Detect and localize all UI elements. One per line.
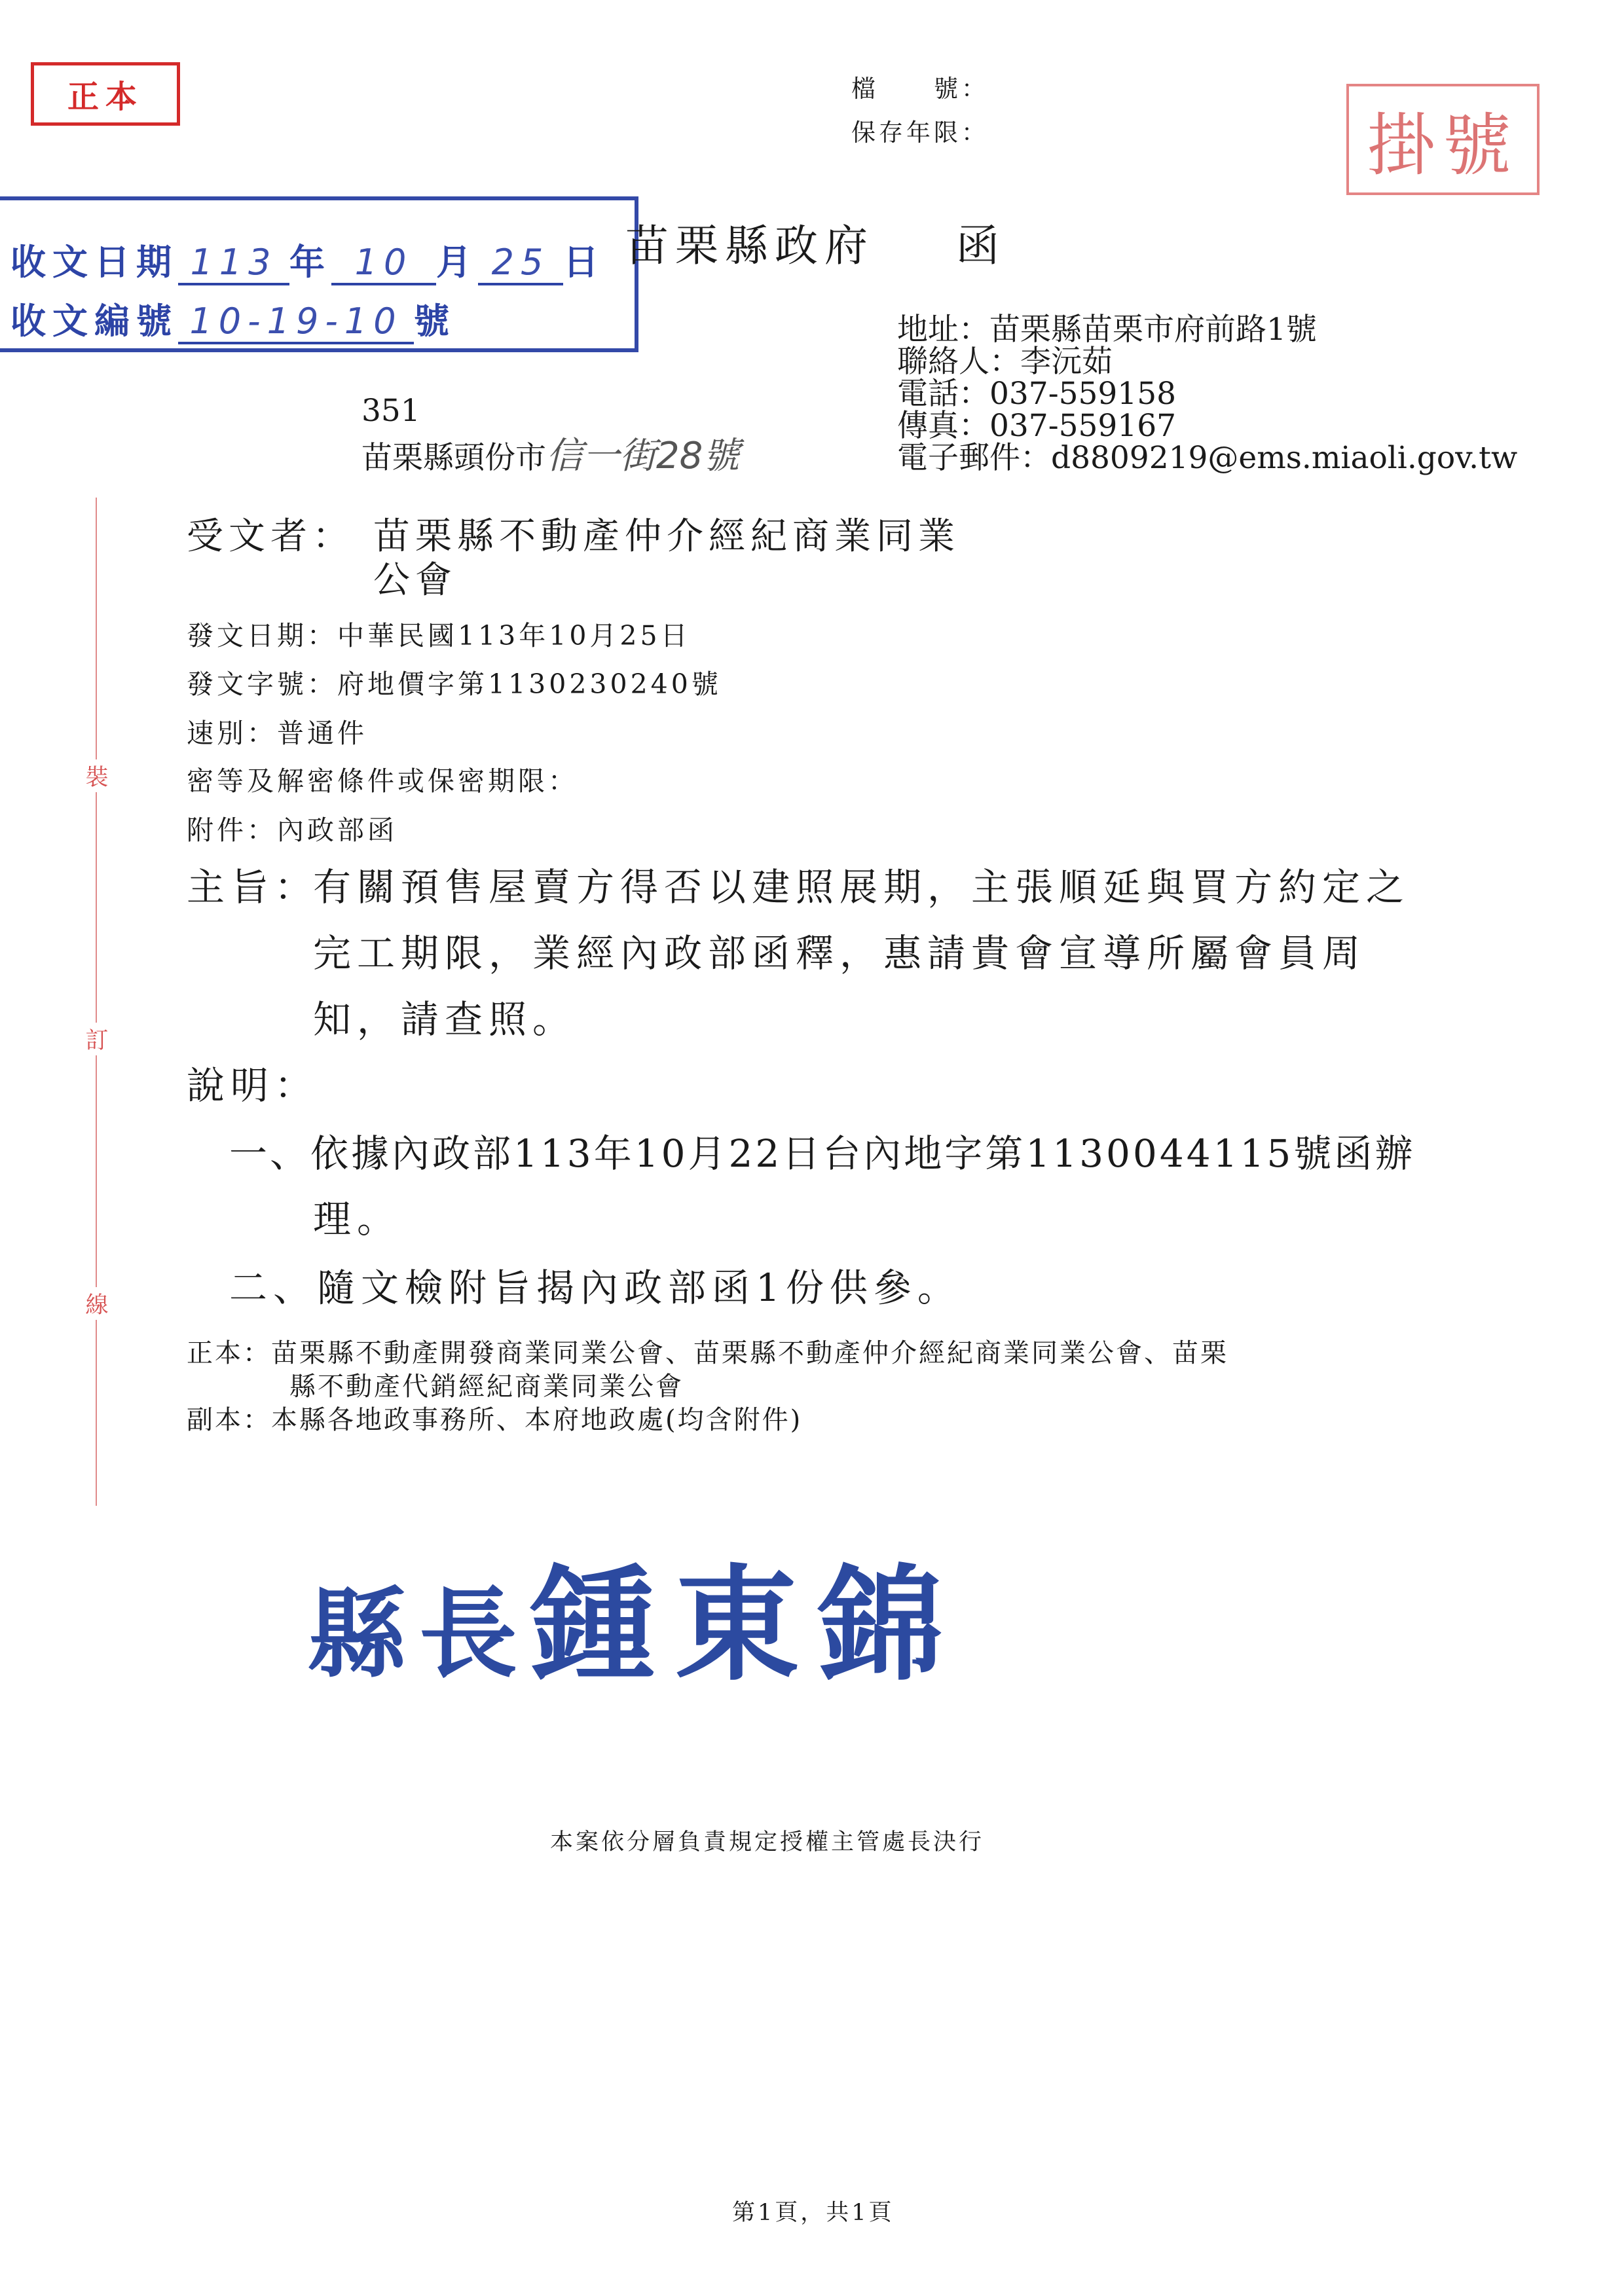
original-recipients-line1: 正本：苗栗縣不動產開發商業同業公會、苗栗縣不動產仲介經紀商業同業公會、苗栗 [187, 1338, 1228, 1368]
receipt-month-value: 10 [331, 242, 436, 285]
explanation-item2: 二、隨文檢附旨揭內政部函1份供參。 [229, 1266, 961, 1310]
magistrate-signature-stamp [308, 1525, 963, 1704]
binding-char-1: 裝 [85, 759, 109, 792]
day-char: 日 [563, 241, 605, 283]
binding-margin-line [96, 498, 97, 1506]
registered-mail-stamp: 掛號 [1346, 84, 1540, 195]
original-copy-stamp: 正本 [31, 62, 180, 126]
postal-code: 351 [361, 393, 420, 429]
receipt-number-row [10, 293, 456, 344]
binding-char-2: 訂 [85, 1023, 109, 1055]
copy-recipients: 副本：本縣各地政事務所、本府地政處(均含附件) [187, 1405, 803, 1435]
subject-line1: 有關預售屋賣方得否以建照展期，主張順延與買方約定之 [313, 865, 1411, 909]
address-printed: 苗栗縣頭份市 [361, 440, 546, 476]
secrecy-level: 密等及解密條件或保密期限： [187, 765, 578, 797]
subject-line3: 知，請查照。 [313, 997, 577, 1042]
receipt-date-label: 收文日期 [10, 241, 178, 283]
recipient-name-line1: 苗栗縣不動產仲介經紀商業同業 [373, 515, 960, 558]
retention-period-label: 保存年限： [851, 118, 989, 147]
issue-date: 發文日期：中華民國113年10月25日 [187, 620, 691, 651]
sender-phone: 電話：037-559158 [897, 376, 1177, 412]
page-number: 第1頁，共1頁 [732, 2200, 895, 2226]
signature-title: 縣長 [308, 1576, 531, 1692]
binding-char-3: 線 [85, 1287, 109, 1320]
subject-line2: 完工期限，業經內政部函釋，惠請貴會宣導所屬會員周 [313, 931, 1367, 975]
original-recipients-line2: 縣不動產代銷經紀商業同業公會 [289, 1372, 684, 1402]
attachment: 附件：內政部函 [187, 814, 397, 846]
receipt-year-value: 113 [178, 242, 289, 285]
signature-name: 鍾東錦 [530, 1552, 963, 1698]
authorization-note: 本案依分層負責規定授權主管處長決行 [550, 1829, 985, 1855]
delivery-speed: 速別：普通件 [187, 718, 367, 749]
recipient-label: 受文者： [187, 515, 354, 558]
receipt-date-row [10, 234, 605, 285]
letterhead-org: 苗栗縣政府 [625, 221, 874, 271]
recipient-address [361, 427, 739, 479]
explanation-item1-line2: 理。 [313, 1197, 401, 1241]
month-char: 月 [436, 241, 478, 283]
recipient-name-line2: 公會 [373, 559, 457, 602]
explanation-item1-line1: 一、依據內政部113年10月22日台內地字第1130044115號函辦 [229, 1131, 1416, 1176]
address-handwritten: 信一街28號 [546, 435, 740, 477]
subject-label: 主旨： [187, 865, 319, 909]
sender-address: 地址：苗栗縣苗栗市府前路1號 [897, 312, 1317, 348]
explanation-label: 說明： [187, 1063, 319, 1108]
document-number: 發文字號：府地價字第1130230240號 [187, 668, 722, 700]
number-char: 號 [414, 300, 456, 342]
receipt-number-value: 10-19-10 [178, 301, 414, 344]
letterhead-doc-type: 函 [956, 221, 999, 271]
receipt-day-value: 25 [478, 242, 563, 285]
sender-email: 電子郵件：d8809219@ems.miaoli.gov.tw [897, 440, 1518, 476]
receipt-number-label: 收文編號 [10, 300, 178, 342]
sender-fax: 傳真：037-559167 [897, 408, 1177, 444]
sender-contact: 聯絡人：李沅茹 [897, 344, 1113, 380]
file-number-label: 檔 號： [851, 75, 989, 103]
receipt-stamp [0, 196, 638, 352]
year-char: 年 [289, 241, 331, 283]
